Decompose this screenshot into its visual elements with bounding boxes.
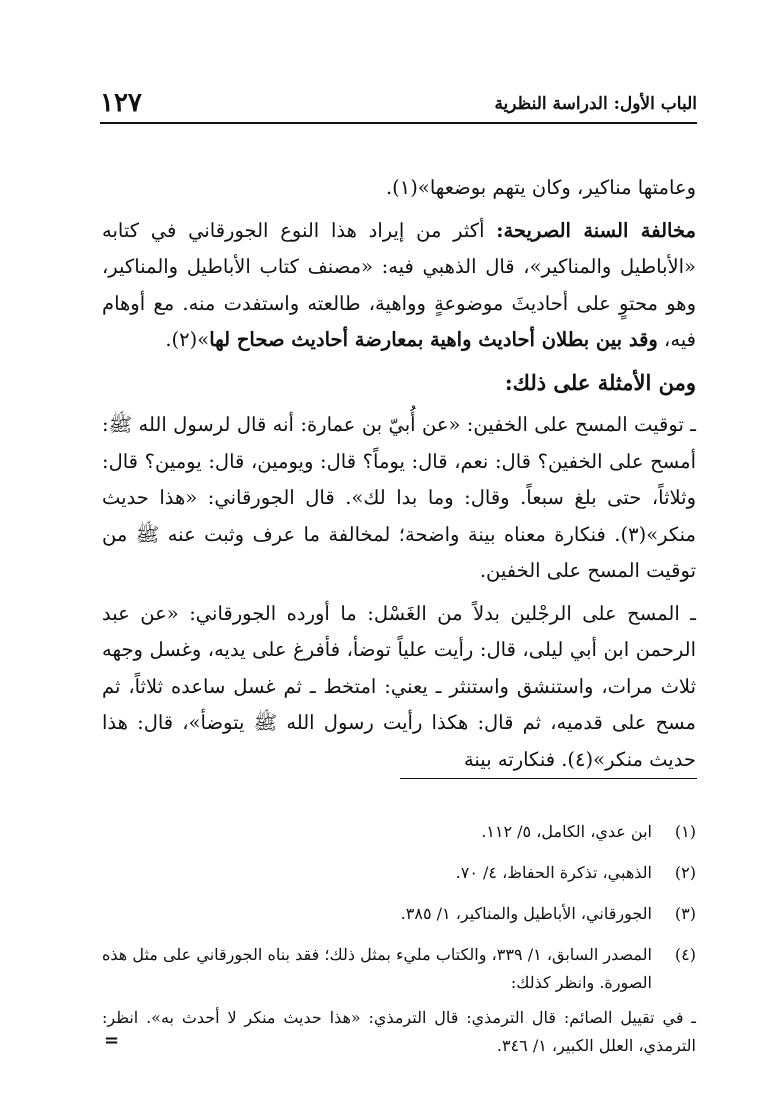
page-number: ١٢٧ [100, 88, 142, 118]
footnote-text: ابن عدي، الكامل، ٥/ ١١٢. [481, 822, 652, 841]
running-title: الباب الأول: الدراسة النظرية [494, 94, 697, 114]
footnote-rule [400, 778, 697, 779]
paragraph-2-end: »(٢). [165, 328, 210, 351]
footnote [102, 818, 696, 846]
footnote-number: (٣) [674, 904, 696, 923]
paragraph-2-text: أكثر من إيراد هذا النوع الجورقاني في كتابه «الأباطيل والمناكير»، قال الذهبي فيه: «مصنف كتاب الأباطيل والمناكير، وهو محتوٍ على أحاديثَ موضوعةٍ وواهية، طالعته واستفدت منه. مع أوهام فيه، [102, 218, 696, 351]
section-subheading: ومن الأمثلة على ذلك: [504, 369, 696, 395]
paragraph-1: وعامتها مناكير، وكان يتهم بوضعها»(١). [385, 176, 696, 199]
footnote-continuation [102, 1004, 696, 1060]
paragraph-2 [102, 213, 696, 359]
paragraph-3: ـ توقيت المسح على الخفين: «عن أُبيّ بن عمارة: أنه قال لرسول الله ﷺ: أمسح على الخفين؟ قال: نعم، قال: يوماً؟ قال: ويومين، قال: يومين؟ قال: وثلاثاً، حتى بلغ سبعاً. وقال: وما بدا لك». قال الجورقاني: «هذا حديث منكر»(٣). فنكارة معناه بينة واضحة؛ لمخالفة ما عرف وثبت عنه ﷺ من توقيت المسح على الخفين. [102, 413, 696, 582]
footnote-text: المصدر السابق، ١/ ٣٣٩، والكتاب مليء بمثل ذلك؛ فقد بناه الجورقاني على مثل هذه الصورة. وانظر كذلك: [102, 945, 652, 992]
header-rule [100, 122, 697, 124]
footnote [102, 900, 696, 928]
paragraph-2-lead: مخالفة السنة الصريحة: [496, 218, 696, 242]
footnote-continuation-text: ـ في تقييل الصائم: قال الترمذي: قال الترمذي: «هذا حديث منكر لا أحدث به». انظر: الترمذي، العلل الكبير، ١/ ٣٤٦. [102, 1008, 696, 1055]
footnote-number: (١) [674, 822, 696, 841]
footnote [102, 941, 696, 997]
footnotes [102, 818, 696, 1060]
paragraph-2-bold: وقد بين بطلان أحاديث واهية بمعارضة أحاديث صحاح لها [209, 328, 658, 351]
page-header [100, 88, 697, 118]
footnote-text: الذهبي، تذكرة الحفاظ، ٤/ ٧٠. [455, 863, 652, 882]
footnote [102, 859, 696, 887]
footnote-text: الجورقاني، الأباطيل والمناكير، ١/ ٣٨٥. [400, 904, 652, 923]
paragraph-4: ـ المسح على الرجْلين بدلاً من الغَسْل: ما أورده الجورقاني: «عن عبد الرحمن ابن أبي ليلى، قال: رأيت علياً توضأ، فأفرغ على يديه، وغسل وجهه ثلاث مرات، واستنشق واستنثر ـ يعني: امتخط ـ ثم غسل ساعده ثلاثاً، ثم مسح على قدميه، ثم قال: هكذا رأيت رسول الله ﷺ يتوضأ»، قال: هذا حديث منكر»(٤). فنكارته بينة [102, 601, 696, 771]
footnote-number: (٢) [674, 863, 696, 882]
footnote-number: (٤) [674, 945, 696, 964]
continuation-mark: = [104, 1030, 120, 1051]
main-text [102, 170, 696, 784]
